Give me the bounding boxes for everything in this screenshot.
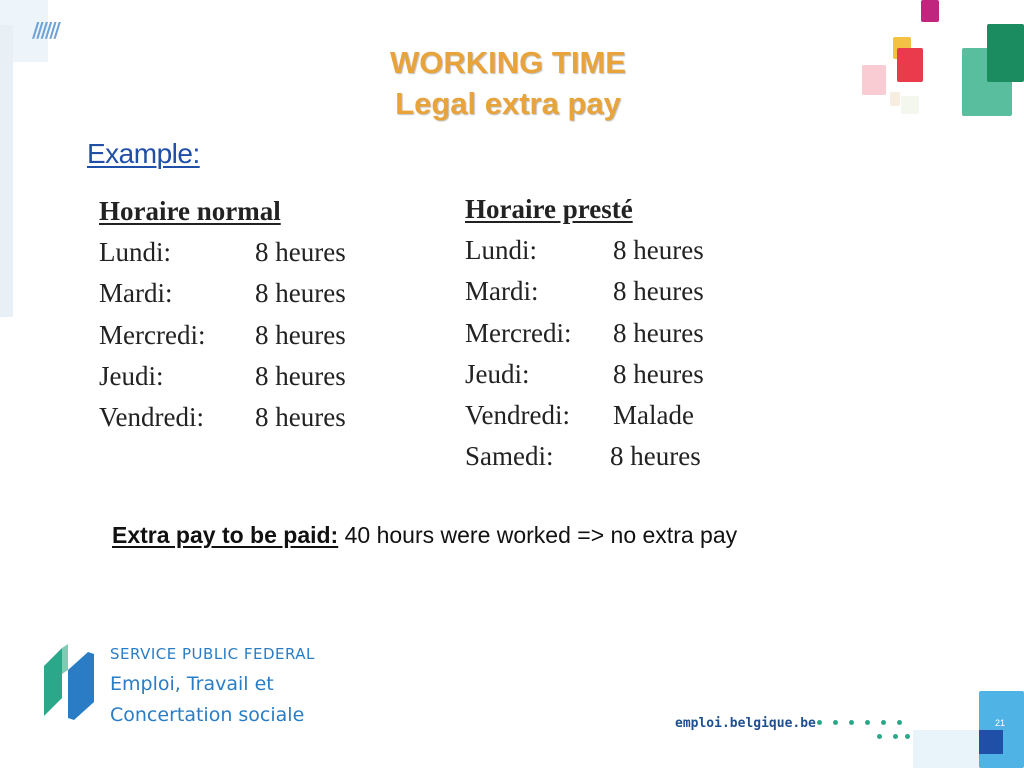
example-label: Example: (87, 138, 200, 169)
slide-subtitle: Legal extra pay (395, 86, 621, 121)
slash-decoration-icon: ////// (32, 18, 58, 42)
schedule-row (99, 278, 346, 319)
schedule-row (465, 235, 704, 276)
spf-logo-icon (38, 640, 100, 726)
schedule-row (465, 276, 704, 317)
page-number: 21 (994, 718, 1005, 728)
day-label: Jeudi: (99, 360, 164, 391)
schedule-row (99, 402, 346, 443)
normal-schedule-title: Horaire normal (99, 196, 281, 226)
day-label: Mardi: (465, 276, 539, 307)
worked-schedule (465, 194, 704, 483)
hours-value: Malade (613, 400, 694, 431)
schedule-row (99, 360, 346, 402)
day-label: Samedi: (465, 441, 554, 472)
extra-pay-label: Extra pay to be paid: (112, 522, 339, 548)
day-label: Vendredi: (465, 400, 570, 431)
normal-schedule (99, 196, 346, 443)
schedule-row (465, 317, 704, 359)
hours-value: 8 heures (613, 235, 704, 265)
schedule-row (465, 400, 694, 441)
hours-value: 8 heures (610, 441, 701, 472)
day-label: Lundi: (99, 237, 171, 267)
org-line-3: Concertation sociale (110, 704, 305, 726)
extra-pay-text: 40 hours were worked => no extra pay (338, 522, 738, 548)
schedule-row (99, 319, 346, 361)
slide-title: WORKING TIME (390, 45, 626, 80)
worked-schedule-title: Horaire presté (465, 194, 633, 224)
day-label: Mercredi: (465, 317, 572, 348)
schedule-row (99, 237, 346, 278)
org-line-2: Emploi, Travail et (110, 673, 274, 695)
day-label: Mercredi: (99, 319, 206, 350)
day-label: Mardi: (99, 278, 173, 309)
hours-value: 8 heures (255, 360, 346, 391)
extra-pay-statement (112, 522, 737, 549)
hours-value: 8 heures (255, 402, 346, 433)
hours-value: 8 heures (255, 319, 346, 350)
hours-value: 8 heures (255, 237, 346, 267)
day-label: Jeudi: (465, 358, 530, 389)
hours-value: 8 heures (613, 317, 704, 348)
hours-value: 8 heures (613, 276, 704, 307)
page-number-accent (979, 730, 1003, 754)
day-label: Lundi: (465, 235, 537, 265)
schedule-row (465, 358, 704, 400)
org-line-1: SERVICE PUBLIC FEDERAL (110, 645, 315, 663)
hours-value: 8 heures (255, 278, 346, 309)
website-link[interactable]: emploi.belgique.be (675, 716, 816, 731)
hours-value: 8 heures (613, 358, 704, 389)
schedule-row (465, 441, 701, 482)
day-label: Vendredi: (99, 402, 204, 433)
